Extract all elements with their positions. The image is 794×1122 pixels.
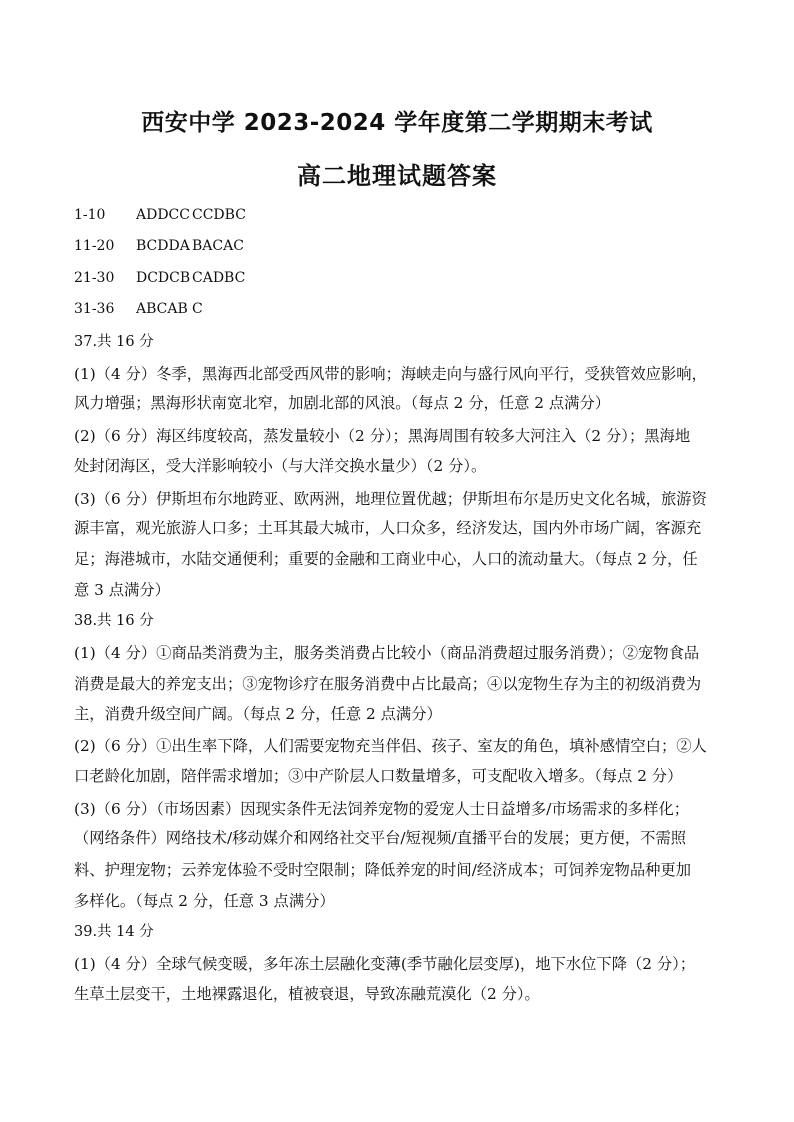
answer-text-line: (1)（4 分）冬季，黑海西北部受西风带的影响；海峡走向与盛行风向平行，受狭管效应影响， (74, 365, 707, 383)
page-title: 西安中学 2023-2024 学年度第二学期期末考试 (141, 110, 653, 136)
section-heading: 39.共 14 分 (74, 924, 154, 940)
answer-row (74, 207, 246, 223)
answer-text-line: (1)（4 分）全球气候变暖，多年冻土层融化变薄(季节融化层变厚)，地下水位下降（2 分）； (74, 955, 696, 973)
answer-text-line: (3)（6 分）伊斯坦布尔地跨亚、欧两洲，地理位置优越；伊斯坦布尔是历史文化名城，旅游资 (74, 490, 707, 508)
answer-group: BACAC (192, 238, 244, 254)
answer-group: BCDDA (136, 238, 190, 254)
answer-text-line: 口老龄化加剧，陪伴需求增加；③中产阶层人口数量增多，可支配收入增多。（每点 2 分） (74, 767, 683, 785)
answer-text-line: 主，消费升级空间广阔。（每点 2 分，任意 2 点满分） (74, 705, 442, 723)
answer-text-line: 源丰富，观光旅游人口多；土耳其最大城市，人口众多，经济发达，国内外市场广阔，客源充 (74, 519, 702, 537)
answer-text-line: (3)（6 分）（市场因素）因现实条件无法饲养宠物的爱宠人士日益增多/市场需求的多样化； (74, 800, 690, 818)
answer-text-line: 意 3 点满分） (74, 581, 170, 599)
answer-group: CADBC (192, 270, 246, 286)
answer-range: 21-30 (74, 270, 115, 286)
answer-text-line: 风力增强；黑海形状南宽北窄，加剧北部的风浪。（每点 2 分，任意 2 点满分） (74, 394, 611, 412)
answer-group: ADDCC (136, 207, 190, 223)
answer-text-line: (2)（6 分）海区纬度较高，蒸发量较小（2 分）；黑海周围有较多大河注入（2 分）；黑海地 (74, 427, 691, 445)
answer-range: 11-20 (74, 238, 115, 254)
answer-text-line: (1)（4 分）①商品类消费为主，服务类消费占比较小（商品消费超过服务消费）；②宠物食品 (74, 644, 700, 662)
answer-text-line: （网络条件）网络技术/移动媒介和网络社交平台/短视频/直播平台的发展；更方便，不需照 (74, 829, 687, 847)
page-subtitle: 高二地理试题答案 (297, 162, 497, 190)
answer-group: C (192, 301, 203, 317)
answer-range: 1-10 (74, 207, 106, 223)
answer-text-line: 生草土层变干，土地裸露退化，植被衰退，导致冻融荒漠化（2 分）。 (74, 985, 540, 1003)
answer-text-line: 处封闭海区，受大洋影响较小（与大洋交换水量少）（2 分）。 (74, 457, 487, 475)
answer-row (74, 238, 244, 254)
answer-text-line: 多样化。（每点 2 分，任意 3 点满分） (74, 892, 335, 910)
answer-text-line: (2)（6 分）①出生率下降，人们需要宠物充当伴侣、孩子、室友的角色，填补感情空白；②人 (74, 737, 707, 755)
answer-group: ABCAB (136, 301, 188, 317)
answer-text-line: 消费是最大的养宠支出；③宠物诊疗在服务消费中占比最高；④以宠物生存为主的初级消费为 (74, 675, 702, 693)
answer-range: 31-36 (74, 301, 115, 317)
section-heading: 38.共 16 分 (74, 613, 154, 629)
answer-group: DCDCB (136, 270, 191, 286)
section-heading: 37.共 16 分 (74, 334, 154, 350)
answer-row (74, 270, 245, 286)
answer-group: CCDBC (192, 207, 246, 223)
answer-text-line: 足；海港城市，水陆交通便利；重要的金融和工商业中心，人口的流动量大。（每点 2 分，任 (74, 550, 698, 568)
answer-text-line: 料、护理宠物；云养宠体验不受时空限制；降低养宠的时间/经济成本；可饲养宠物品种更加 (74, 861, 692, 879)
answer-row (74, 301, 203, 317)
